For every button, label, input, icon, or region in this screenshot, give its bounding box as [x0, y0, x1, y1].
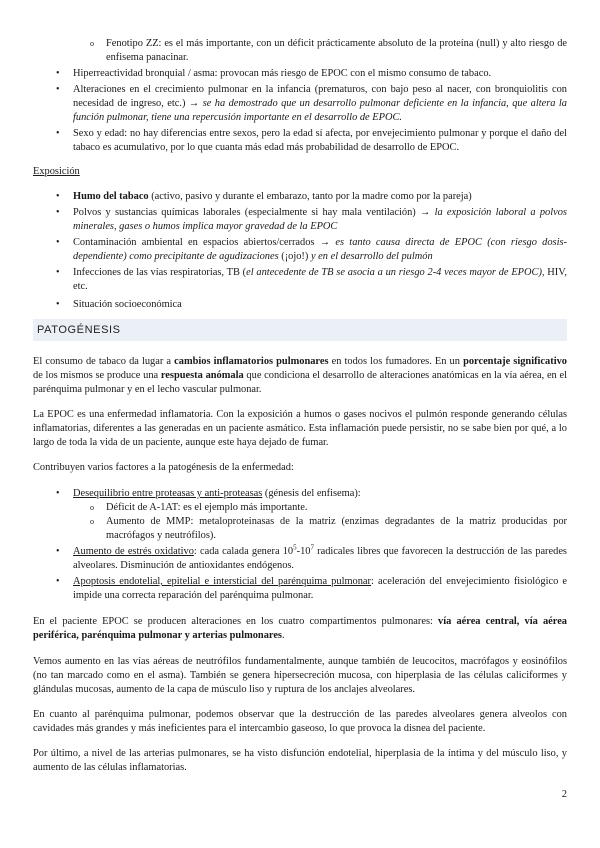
paragraph: La EPOC es una enfermedad inflamatoria. Con la exposición a humos o gases nocivos el pulmón responde generando células inflamatorias, diferentes a las generadas en un paciente asmático. Esta inflamación puede persistir, no se sabe bien por qué, a lo largo de toda la vida de un paciente, aunque este haya dejado de fumar. — [33, 409, 567, 448]
exposure-list — [33, 190, 567, 312]
list-item: • Contaminación ambiental en espacios abiertos/cerrados → es tanto causa directa de EPOC (con riesgo dosis-dependiente) como precipitante de agudizaciones (¡ojo!) y en el desarrollo del pulmón — [56, 237, 567, 262]
list-item: • Polvos y sustancias químicas laborales (especialmente si hay mala ventilación) → la exposición laboral a polvos minerales, gases o humos implica mayor gravedad de la EPOC — [56, 207, 567, 232]
factor-list — [33, 487, 567, 603]
section-subtitle: Exposición — [33, 166, 80, 177]
list-item: • Sexo y edad: no hay diferencias entre sexos, pero la edad sí afecta, por envejecimiento pulmonar y porque el daño del tabaco es acumulativo, por lo que cuanta más edad más probabilidad de desarrollo de EPOC. — [56, 128, 567, 153]
arrow-icon: → — [319, 237, 331, 248]
list-item: • Aumento de estrés oxidativo: cada calada genera $10^5-10^7$ radicales libres que favorecen la destrucción de las paredes alveolares. Disminución de antioxidantes endógenos. — [56, 543, 567, 571]
list-item: • Hiperreactividad bronquial / asma: provocan más riesgo de EPOC con el mismo consumo de tabaco. — [56, 68, 492, 79]
arrow-icon: → — [188, 98, 200, 109]
arrow-icon: → — [420, 207, 431, 218]
list-item: • Humo del tabaco (activo, pasivo y durante el embarazo, tanto por la madre como por la pareja) — [56, 191, 472, 202]
list-item: • Infecciones de las vías respiratorias, TB (el antecedente de TB se asocia a un riesgo 2-4 veces mayor de EPOC), HIV, etc. — [56, 267, 568, 292]
bullet-icon: • — [56, 546, 60, 557]
list-item: o Aumento de MMP: metaloproteinasas de la matriz (enzimas degradantes de la matriz producidas por macrófagos y neutrófilos). — [90, 516, 567, 541]
bullet-icon: • — [56, 84, 60, 95]
list-item: o Fenotipo ZZ: es el más importante, con un déficit prácticamente absoluto de la proteína (null) y alto riesgo de enfisema panacinar. — [90, 38, 567, 63]
list-item: • Alteraciones en el crecimiento pulmonar en la infancia (prematuros, con bajo peso al nacer, con bronquiolitis con necesidad de ingreso, etc.) → se ha demostrado que un desarrollo pulmonar deficiente en la infancia, que altera la función pulmonar, tiene una repercusión importante en el desarrollo de EPOC. — [56, 84, 567, 123]
circle-bullet-icon: o — [90, 503, 94, 512]
bullet-icon: • — [56, 576, 60, 587]
bullet-icon: • — [56, 299, 60, 310]
paragraph: En cuanto al parénquima pulmonar, podemos observar que la destrucción de las paredes alveolares genera alveolos con cavidades más grandes y más ineficientes para el intercambio gaseoso, lo que provoca la disnea del paciente. — [33, 709, 567, 734]
section-heading: PATOGÉNESIS — [33, 319, 567, 341]
bullet-icon: • — [56, 267, 60, 278]
paragraph: El consumo de tabaco da lugar a cambios inflamatorios pulmonares en todos los fumadores. En un porcentaje significativo de los mismos se produce una respuesta anómala que condiciona el desarrollo de alteraciones anatómicas en la vía aérea, en el parénquima pulmonar y en el lecho vascular pulmonar. — [33, 356, 568, 395]
bullet-icon: • — [56, 128, 60, 139]
bullet-icon: • — [56, 191, 60, 202]
paragraph: Contribuyen varios factores a la patogénesis de la enfermedad: — [33, 462, 294, 473]
list-item: • Situación socioeconómica — [56, 299, 182, 310]
page-number: 2 — [561, 789, 567, 800]
bullet-icon: • — [56, 68, 60, 79]
paragraph: Vemos aumento en las vías aéreas de neutrófilos fundamentalmente, aunque también de leucocitos, macrófagos y eosinófilos (no tan marcado como en el asma). También se genera hipersecreción mucosa, con hiperplasia de las células caliciformes y glándulas mucosas, aumento de la capa de músculo liso y ruptura de los anclajes alveolares. — [33, 656, 567, 695]
list-item: • Desequilibrio entre proteasas y anti-proteasas (génesis del enfisema): — [56, 488, 361, 499]
list-item: o Déficit de A-1AT: es el ejemplo más importante. — [90, 502, 308, 513]
list-item: • Apoptosis endotelial, epitelial e intersticial del parénquima pulmonar: aceleración del envejecimiento fisiológico e impide una correcta reparación del parénquima pulmonar. — [56, 576, 567, 601]
risk-factor-list — [33, 37, 567, 155]
bullet-icon: • — [56, 207, 60, 218]
bullet-icon: • — [56, 488, 60, 499]
paragraph: Por último, a nivel de las arterias pulmonares, se ha visto disfunción endotelial, hiperplasia de la íntima y del músculo liso, y aumento de las células inflamatorias. — [33, 748, 567, 773]
bullet-icon: • — [56, 237, 60, 248]
circle-bullet-icon: o — [90, 517, 94, 526]
circle-bullet-icon: o — [90, 39, 94, 48]
paragraph: En el paciente EPOC se producen alteraciones en los cuatro compartimentos pulmonares: vía aérea central, vía aérea periférica, parénquima pulmonar y arterias pulmonares. — [33, 616, 567, 641]
